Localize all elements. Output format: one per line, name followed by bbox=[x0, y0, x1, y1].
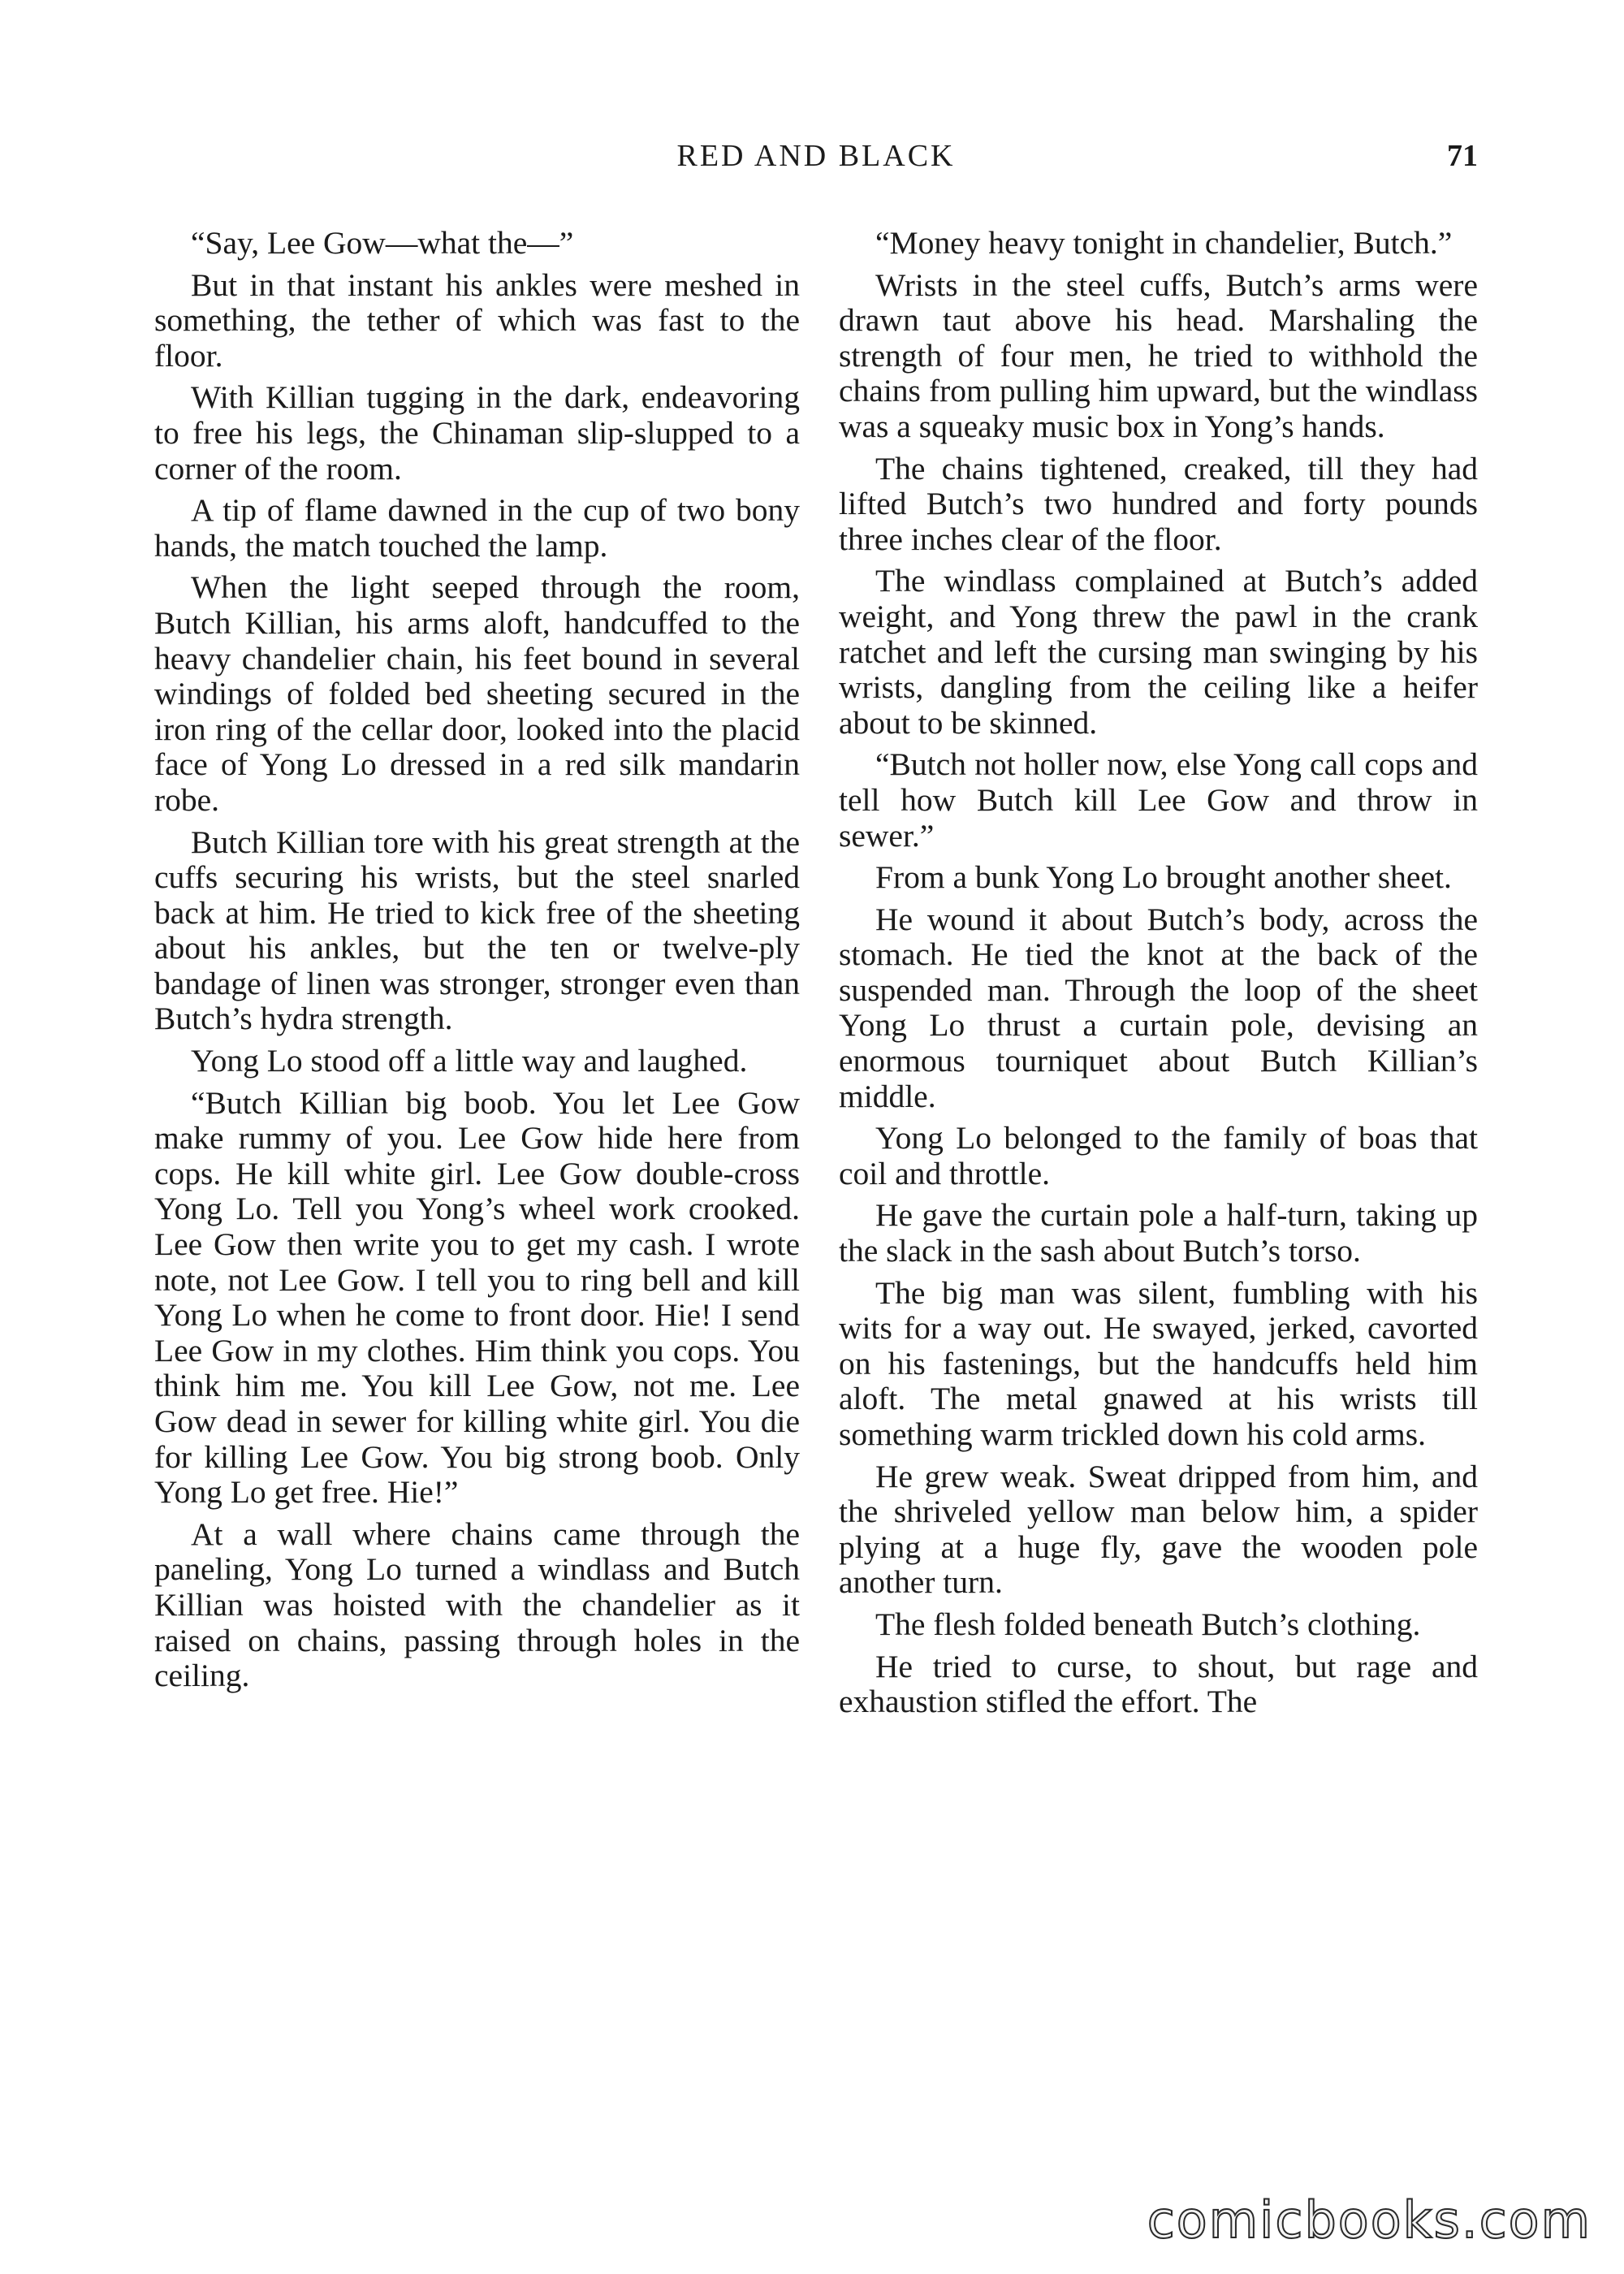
paragraph: The windlass complained at Butch’s added weight, and Yong threw the pawl in the crank ratchet and left the cursing man swinging by his wrists, dangling from the ceiling like a heifer about to be skinned. bbox=[839, 563, 1478, 741]
paragraph: He gave the curtain pole a half-turn, taking up the slack in the sash about Butch’s torso. bbox=[839, 1197, 1478, 1269]
paragraph: Yong Lo belonged to the family of boas that coil and throttle. bbox=[839, 1120, 1478, 1191]
paragraph: “Money heavy tonight in chandelier, Butch.” bbox=[875, 225, 1453, 261]
paragraph: The flesh folded beneath Butch’s clothing. bbox=[875, 1606, 1421, 1642]
paragraph: Butch Killian tore with his great strength at the cuffs securing his wrists, but the steel snarled back at him. He tried to kick free of the sheeting about his ankles, but the ten or twelve-ply bandage of linen was stronger, stronger even than Butch’s hydra strength. bbox=[154, 824, 800, 1037]
page-header bbox=[154, 138, 1478, 187]
watermark: comicbooks.com bbox=[1147, 2190, 1592, 2250]
paragraph: He wound it about Butch’s body, across the stomach. He tied the knot at the back of the suspended man. Through the loop of the sheet Yong Lo thrust a curtain pole, devising an enormous tourniquet about Butch Killian’s middle. bbox=[839, 901, 1478, 1114]
paragraph: “Butch not holler now, else Yong call cops and tell how Butch kill Lee Gow and throw in sewer.” bbox=[839, 746, 1478, 854]
right-column bbox=[839, 226, 1478, 1727]
paragraph: From a bunk Yong Lo brought another sheet. bbox=[875, 859, 1452, 896]
paragraph: At a wall where chains came through the paneling, Yong Lo turned a windlass and Butch Killian was hoisted with the chandelier as it raised on chains, passing through holes in the ceiling. bbox=[154, 1515, 800, 1694]
paragraph: “Say, Lee Gow—what the—” bbox=[191, 225, 574, 261]
page-number: 71 bbox=[1447, 139, 1478, 173]
paragraph: The chains tightened, creaked, till they had lifted Butch’s two hundred and forty pounds three inches clear of the floor. bbox=[839, 450, 1478, 557]
paragraph: Wrists in the steel cuffs, Butch’s arms were drawn taut above his head. Marshaling the strength of four men, he tried to withhold the chains from pulling him upward, but the windlass was a squeaky music box in Yong’s hands. bbox=[839, 266, 1478, 444]
paragraph: With Killian tugging in the dark, endeavoring to free his legs, the Chinaman slip-slupped to a corner of the room. bbox=[154, 379, 800, 486]
running-title: RED AND BLACK bbox=[676, 139, 956, 173]
paragraph: He tried to curse, to shout, but rage and exhaustion stifled the effort. The bbox=[839, 1648, 1478, 1720]
left-column bbox=[154, 226, 800, 1701]
paragraph: But in that instant his ankles were meshed in something, the tether of which was fast to the floor. bbox=[154, 266, 800, 374]
paragraph: He grew weak. Sweat dripped from him, and the shriveled yellow man below him, a spider plying at a huge fly, gave the wooden pole another turn. bbox=[839, 1458, 1478, 1601]
paragraph: When the light seeped through the room, Butch Killian, his arms aloft, handcuffed to the heavy chandelier chain, his feet bound in several windings of folded bed sheeting secured in the iron ring of the cellar door, looked into the placid face of Yong Lo dressed in a red silk mandarin robe. bbox=[154, 569, 800, 818]
paragraph: “Butch Killian big boob. You let Lee Gow make rummy of you. Lee Gow hide here from cops. He kill white girl. Lee Gow double-cross Yong Lo. Tell you Yong’s wheel work crooked. Lee Gow then write you to get my cash. I wrote note, not Lee Gow. I tell you to ring bell and kill Yong Lo when he come to front door. Hie! I send Lee Gow in my clothes. Him think you cops. You think him me. You kill Lee Gow, not me. Lee Gow dead in sewer for killing white girl. You die for killing Lee Gow. You big strong boob. Only Yong Lo get free. Hie!” bbox=[154, 1084, 800, 1511]
paragraph: The big man was silent, fumbling with his wits for a way out. He swayed, jerked, cavorted on his fastenings, but the handcuffs held him aloft. The metal gnawed at his wrists till something warm trickled down his cold arms. bbox=[839, 1274, 1478, 1452]
paragraph: Yong Lo stood off a little way and laughed. bbox=[191, 1043, 748, 1079]
paragraph: A tip of flame dawned in the cup of two bony hands, the match touched the lamp. bbox=[154, 492, 800, 564]
